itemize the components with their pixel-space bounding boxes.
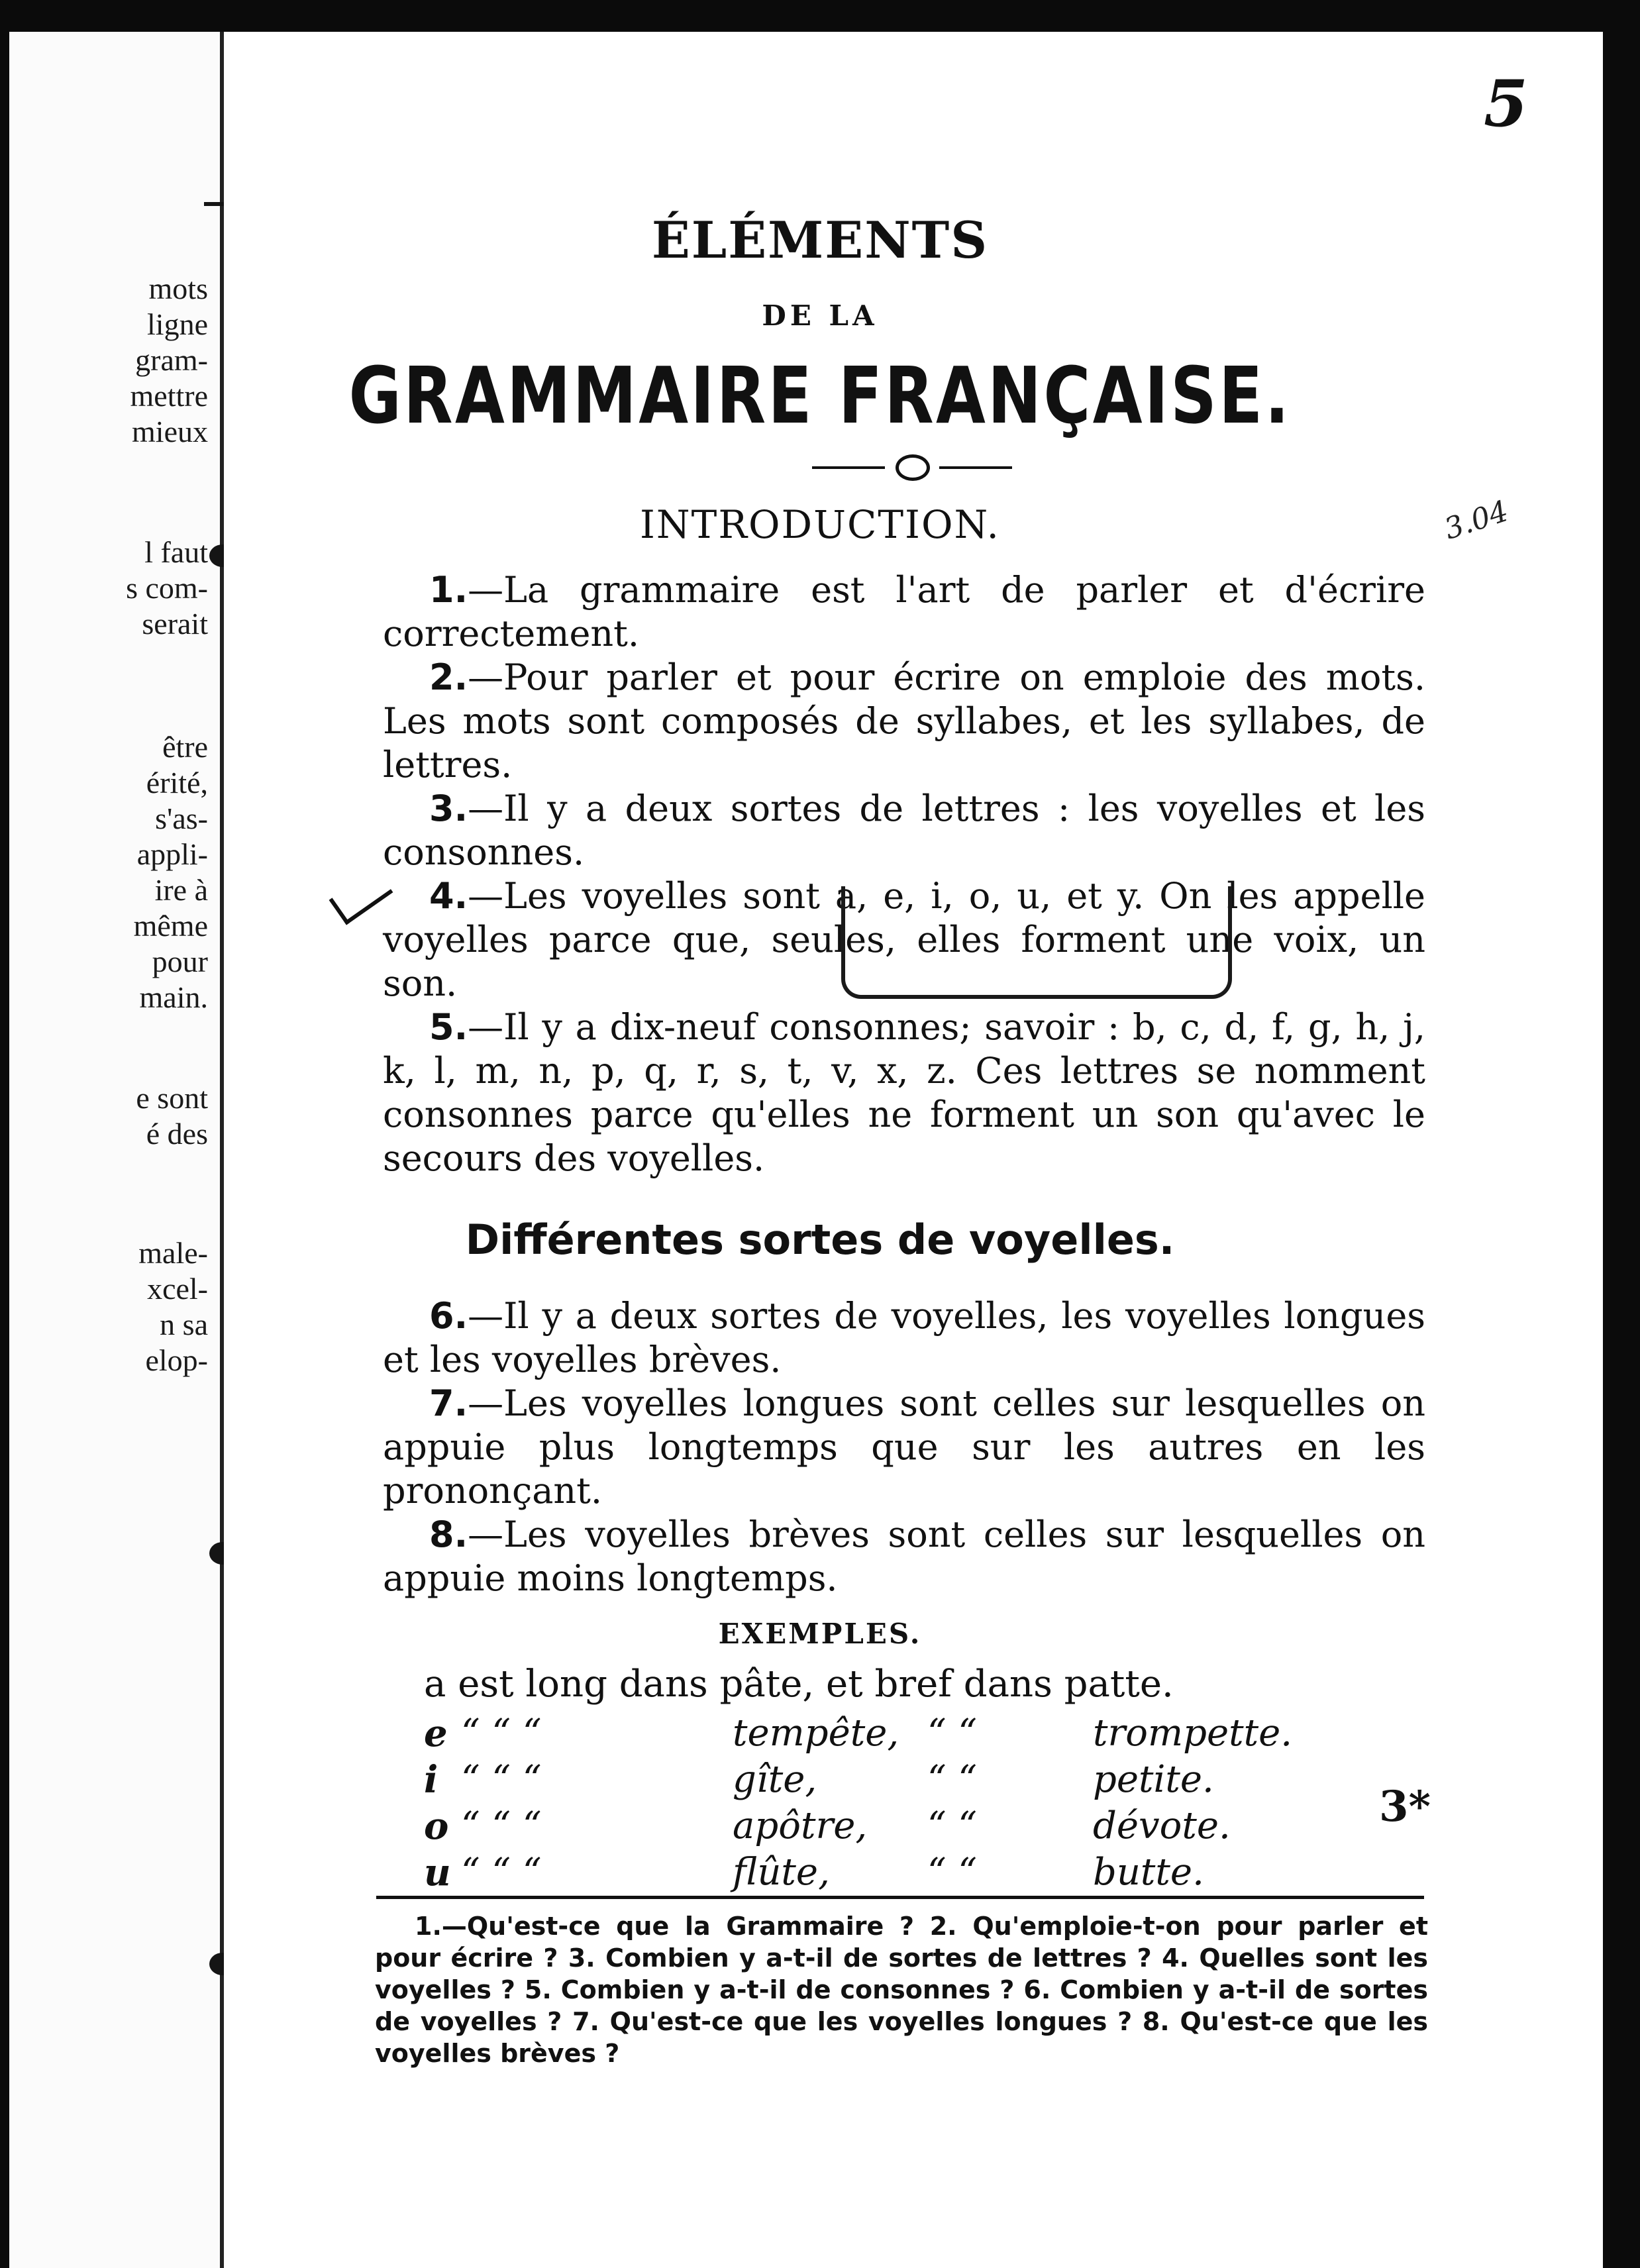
example-short-word: trompette. xyxy=(1093,1712,1293,1755)
left-page-line: mots xyxy=(148,272,208,305)
paragraph-number: 6. xyxy=(429,1295,468,1337)
example-long-word: apôtre, xyxy=(733,1804,868,1847)
example-letter: o xyxy=(424,1804,449,1848)
title-ornament xyxy=(0,454,1640,481)
paragraph xyxy=(383,1382,1425,1513)
paragraphs-voyelles xyxy=(383,1294,1425,1600)
example-long-word: flûte, xyxy=(733,1851,830,1894)
paragraph-number: 5. xyxy=(429,1006,468,1048)
paragraph xyxy=(383,1513,1425,1600)
left-page-line: s'as- xyxy=(155,801,208,835)
paragraph-text: —Pour parler et pour écrire on emploie des mots. Les mots sont composés de syllabes, et les syllabes, de lettres. xyxy=(383,656,1425,786)
example-row xyxy=(424,1712,1351,1758)
example-ditto: “ “ “ xyxy=(461,1851,542,1894)
paragraph xyxy=(383,1294,1425,1382)
left-page-line: xcel- xyxy=(147,1272,208,1306)
left-page-line: elop- xyxy=(145,1343,208,1377)
example-short-word: dévote. xyxy=(1093,1804,1231,1847)
left-page-line: main. xyxy=(139,980,208,1014)
scan-border-top xyxy=(0,0,1640,32)
title-de-la: DE LA xyxy=(762,299,878,332)
example-row xyxy=(424,1804,1351,1851)
scan-border-right xyxy=(1603,0,1640,2268)
example-letter: i xyxy=(424,1758,438,1802)
left-page-line: n sa xyxy=(160,1308,208,1341)
left-page-line: s com- xyxy=(126,571,208,605)
paragraph xyxy=(383,656,1425,787)
example-row xyxy=(424,1758,1351,1804)
margin-scribble: 3* xyxy=(1379,1782,1431,1831)
example-first-line: a est long dans pâte, et bref dans patte. xyxy=(424,1663,1174,1706)
paragraph-text: —Les voyelles brèves sont celles sur lesquelles on appuie moins longtemps. xyxy=(383,1514,1425,1599)
pencil-bracket-annotation xyxy=(841,886,1232,999)
paragraph xyxy=(383,1005,1425,1180)
questions-text: 1.—Qu'est-ce que la Grammaire ? 2. Qu'emploie-t-on pour parler et pour écrire ? 3. Combien y a-t-il de sortes de lettres ? 4. Quelles sont les voyelles ? 5. Combien y a-t-il de consonnes ? 6. Combien y a-t-il de sortes de voyelles ? 7. Qu'est-ce que les voyelles longues ? 8. Qu'est-ce que les voyelles brèves ? xyxy=(375,1912,1428,2068)
section-title-introduction: INTRODUCTION. xyxy=(640,502,1000,547)
scan-border-left xyxy=(0,0,9,2268)
ornament-rule-left xyxy=(812,466,885,469)
example-short-word: butte. xyxy=(1093,1851,1204,1894)
example-long-word: tempête, xyxy=(733,1712,899,1755)
paragraph-number: 1. xyxy=(429,569,468,611)
paragraph xyxy=(383,568,1425,656)
left-page-line: gram- xyxy=(135,343,208,377)
example-long-word: gîte, xyxy=(733,1758,817,1801)
left-page-line: serait xyxy=(142,607,208,641)
left-page-line: pour xyxy=(152,945,208,978)
left-page-line: érité, xyxy=(146,766,208,799)
left-page-line: ire à xyxy=(154,873,208,907)
paragraph-text: —Il y a deux sortes de lettres : les voyelles et les consonnes. xyxy=(383,788,1425,873)
paragraph-number: 3. xyxy=(429,788,468,829)
page-title: GRAMMAIRE FRANÇAISE. xyxy=(348,350,1292,441)
example-ditto: “ “ “ xyxy=(461,1804,542,1847)
left-page-line: l faut xyxy=(144,535,208,569)
ornament-fleuron xyxy=(896,454,930,481)
left-page-line: e sont xyxy=(136,1081,208,1115)
left-page-line: é des xyxy=(146,1117,208,1151)
left-page-line: mieux xyxy=(132,415,208,448)
example-row xyxy=(424,1851,1351,1897)
left-page-line: male- xyxy=(138,1236,208,1270)
left-page-line: être xyxy=(162,730,208,764)
review-questions xyxy=(375,1910,1428,2069)
paragraph-text: —La grammaire est l'art de parler et d'écrire correctement. xyxy=(383,569,1425,654)
paragraph-text: —Il y a deux sortes de voyelles, les voyelles longues et les voyelles brèves. xyxy=(383,1295,1425,1380)
paragraph xyxy=(383,787,1425,874)
example-ditto: “ “ xyxy=(927,1712,978,1755)
left-page-line: même xyxy=(133,909,208,943)
margin-note: 3.04 xyxy=(1440,494,1513,546)
paragraph-text: —Les voyelles sont a, e, i, o, u, et y. On les appelle voyelles parce que, seules, elles forment une voix, un son. xyxy=(383,875,1425,1004)
subsection-title: Différentes sortes de voyelles. xyxy=(465,1215,1175,1264)
example-short-word: petite. xyxy=(1093,1758,1214,1801)
left-page-line: mettre xyxy=(130,379,208,413)
title-elements: ÉLÉMENTS xyxy=(651,211,989,270)
left-page-line: appli- xyxy=(136,837,208,871)
example-ditto: “ “ “ xyxy=(461,1758,542,1801)
footnote-rule xyxy=(376,1896,1424,1899)
paragraph-text: —Les voyelles longues sont celles sur lesquelles on appuie plus longtemps que sur les autres en les prononçant. xyxy=(383,1382,1425,1512)
paragraph-text: —Il y a dix-neuf consonnes; savoir : b, c, d, f, g, h, j, k, l, m, n, p, q, r, s, t, v, x, z. Ces lettres se nomment consonnes parce qu'elles ne forment un son qu'avec le secours des voyelles. xyxy=(383,1006,1425,1179)
paragraphs-intro xyxy=(383,568,1425,1180)
paragraph-number: 8. xyxy=(429,1514,468,1555)
examples-title: EXEMPLES. xyxy=(718,1618,922,1650)
paragraph-number: 4. xyxy=(429,875,468,917)
example-ditto: “ “ “ xyxy=(461,1712,542,1755)
paragraph-number: 7. xyxy=(429,1382,468,1424)
left-page-line: ligne xyxy=(147,307,208,341)
ornament-rule-right xyxy=(939,466,1012,469)
example-ditto: “ “ xyxy=(927,1851,978,1894)
example-ditto: “ “ xyxy=(927,1804,978,1847)
paragraph-number: 2. xyxy=(429,656,468,698)
page-number: 5 xyxy=(1484,66,1528,141)
example-letter: e xyxy=(424,1712,448,1755)
example-ditto: “ “ xyxy=(927,1758,978,1801)
example-letter: u xyxy=(424,1851,451,1894)
